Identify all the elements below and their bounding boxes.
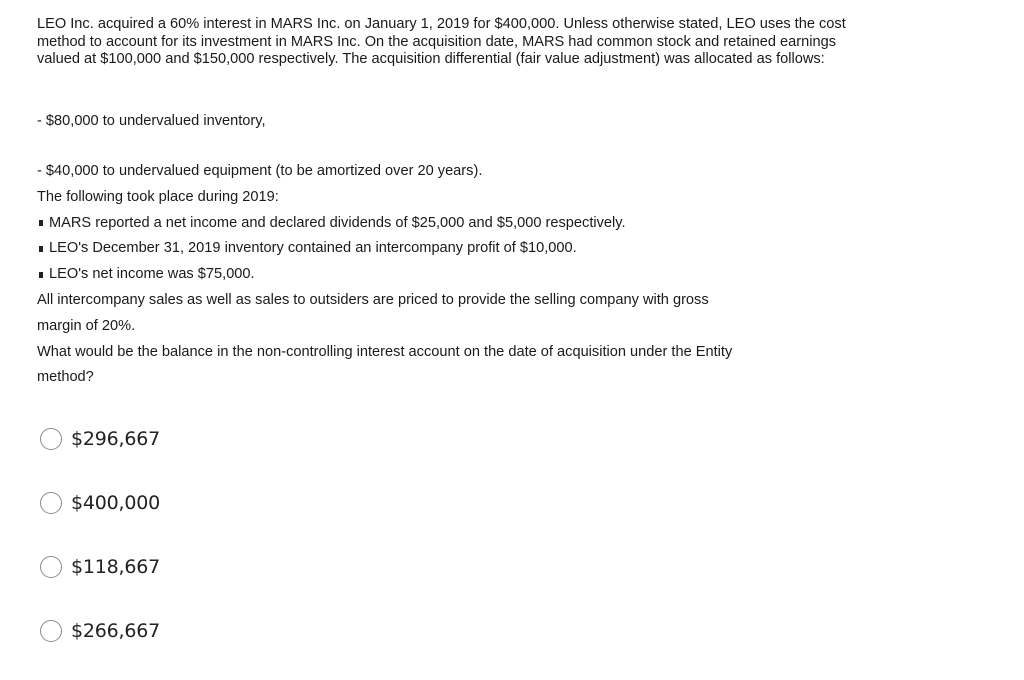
- radio-button-icon[interactable]: [40, 492, 62, 514]
- bullet-icon: [39, 220, 43, 226]
- answer-option-c[interactable]: [40, 552, 160, 582]
- bullet-icon: [39, 272, 43, 278]
- bullet-item: [37, 262, 857, 288]
- answer-options: [40, 424, 160, 680]
- prompt-line1: What would be the balance in the non-controlling interest account on the date of acquisition under the Entity: [37, 343, 733, 360]
- during-header: The following took place during 2019:: [37, 188, 279, 205]
- bullet-icon: [39, 246, 43, 252]
- bullet-item: [37, 236, 857, 262]
- answer-option-d[interactable]: [40, 616, 160, 646]
- prompt-line2: method?: [37, 369, 94, 386]
- allocation-equipment: - $40,000 to undervalued equipment (to be amortized over 20 years).: [37, 163, 483, 179]
- question-text: [37, 16, 857, 386]
- radio-button-icon[interactable]: [40, 556, 62, 578]
- question-body: [37, 159, 857, 391]
- question-intro: LEO Inc. acquired a 60% interest in MARS Inc. on January 1, 2019 for $400,000. Unless otherwise stated, LEO uses the cost method to account for its investment in MARS Inc. On the acquisition date, MARS had common stock and retained earnings valued at $100,000 and $150,000 respectively. The acquisition differential (fair value adjustment) was allocated as follows:: [37, 16, 846, 67]
- radio-button-icon[interactable]: [40, 428, 62, 450]
- bullet-item: [37, 211, 857, 237]
- answer-option-label[interactable]: $266,667: [71, 620, 161, 642]
- margin-text-line2: margin of 20%.: [37, 317, 136, 334]
- bullet-text: MARS reported a net income and declared dividends of $25,000 and $5,000 respectively.: [49, 214, 626, 231]
- allocation-inventory: - $80,000 to undervalued inventory,: [37, 113, 266, 129]
- radio-button-icon[interactable]: [40, 620, 62, 642]
- margin-text-line1: All intercompany sales as well as sales to outsiders are priced to provide the selling company with gross: [37, 291, 709, 308]
- answer-option-label[interactable]: $296,667: [71, 428, 161, 450]
- bullet-text: LEO's net income was $75,000.: [49, 266, 255, 283]
- answer-option-b[interactable]: [40, 488, 160, 518]
- answer-option-label[interactable]: $118,667: [71, 556, 161, 578]
- answer-option-a[interactable]: [40, 424, 160, 454]
- bullet-text: LEO's December 31, 2019 inventory contained an intercompany profit of $10,000.: [49, 240, 577, 257]
- answer-option-label[interactable]: $400,000: [71, 492, 161, 514]
